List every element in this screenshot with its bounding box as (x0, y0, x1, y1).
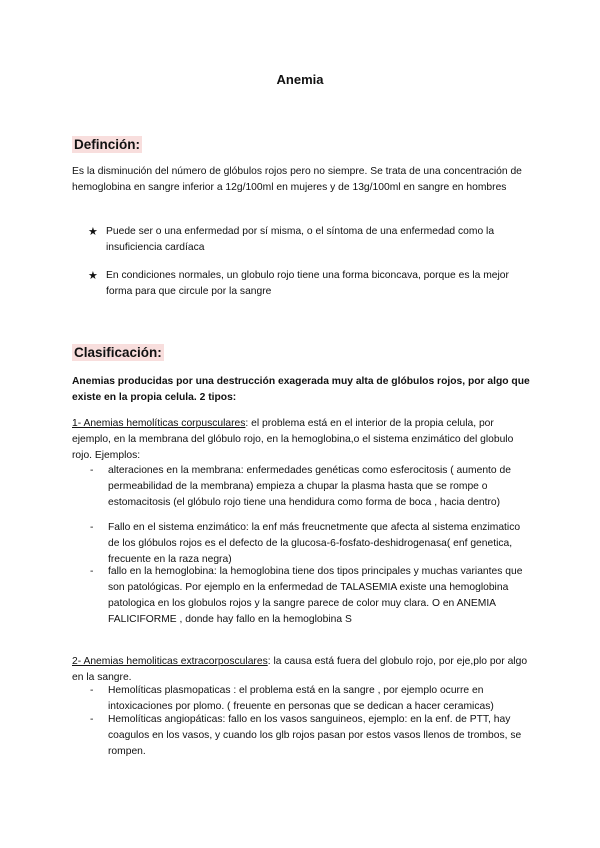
dash-marker: - (90, 522, 94, 533)
definicion-text: Es la disminución del número de glóbulos rojos pero no siempre. Se trata de una concentración de hemoglobina en sangre inferior a 12g/100ml en mujeres y de 13g/100ml en sangre en hombres (72, 166, 522, 193)
dash-marker: - (90, 566, 94, 577)
tipo1-label: 1- Anemias hemolíticas corpusculares (72, 418, 246, 429)
item-text: Fallo en el sistema enzimático: la enf más freucnetmente que afecta al sistema enzimatico de los glóbulos rojos es el defecto de la glucosa-6-fosfato-deshidrogenasa( enf genetica, frecuente en la raza negra) (108, 522, 521, 565)
bullet-text: Puede ser o una enfermedad por sí misma, o el síntoma de una enfermedad como la insuficiencia cardíaca (106, 226, 495, 253)
star-icon: ★ (88, 270, 98, 282)
document-title: Anemia (276, 72, 324, 87)
tipo2-paragraph (72, 654, 532, 686)
tipo2-label: 2- Anemias hemoliticas extracorposculares (72, 656, 268, 667)
bullet-text: En condiciones normales, un globulo rojo tiene una forma biconcava, porque es la mejor forma para que circule por la sangre (106, 270, 509, 297)
definicion-heading: Definción: (74, 137, 140, 152)
item-text: fallo en la hemoglobina: la hemoglobina tiene dos tipos principales y muchas variantes que son patológicas. Por ejemplo en la enfermedad de TALASEMIA existe una hemoglobina patologica en los globulos rojos y la sangre parece de color muy clara. O en ANEMIA FALICIFORME , donde hay fallo en la hemoglobina S (108, 566, 523, 625)
clasificacion-heading: Clasificación: (74, 345, 162, 360)
dash-marker: - (90, 714, 94, 725)
item-text: Hemolíticas angiopáticas: fallo en los vasos sanguineos, ejemplo: en la enf. de PTT, hay coagulos en los vasos, y cuando los glb rojos pasan por estos vasos llenos de trombos, se rompen. (108, 714, 522, 757)
item-text: alteraciones en la membrana: enfermedades genéticas como esferocitosis ( aumento de permeabilidad de la membrana) empieza a chupar la plasma hasta que se rompe o estomacitosis (el glóbulo rojo tiene una hendidura como forma de boca , hacia dentro) (108, 465, 511, 508)
dash-marker: - (90, 465, 94, 476)
dash-marker: - (90, 685, 94, 696)
tipo1-paragraph (72, 416, 532, 464)
star-icon: ★ (88, 226, 98, 238)
tipo2-text: : la causa está fuera del globulo rojo, por eje,plo por algo en la sangre. (72, 656, 528, 683)
clasificacion-intro: Anemias producidas por una destrucción exagerada muy alta de glóbulos rojos, por algo que existe en la propia celula. 2 tipos: (72, 376, 530, 403)
tipo1-text: : el problema está en el interior de la propia celula, por ejemplo, en la membrana del glóbulo rojo, en la hemoglobina,o el sistema enzimático del globulo rojo. Ejemplos: (72, 418, 514, 461)
item-text: Hemolíticas plasmopaticas : el problema está en la sangre , por ejemplo ocurre en intoxicaciones por plomo. ( freuente en personas que se dedican a hacer ceramicas) (108, 685, 494, 712)
